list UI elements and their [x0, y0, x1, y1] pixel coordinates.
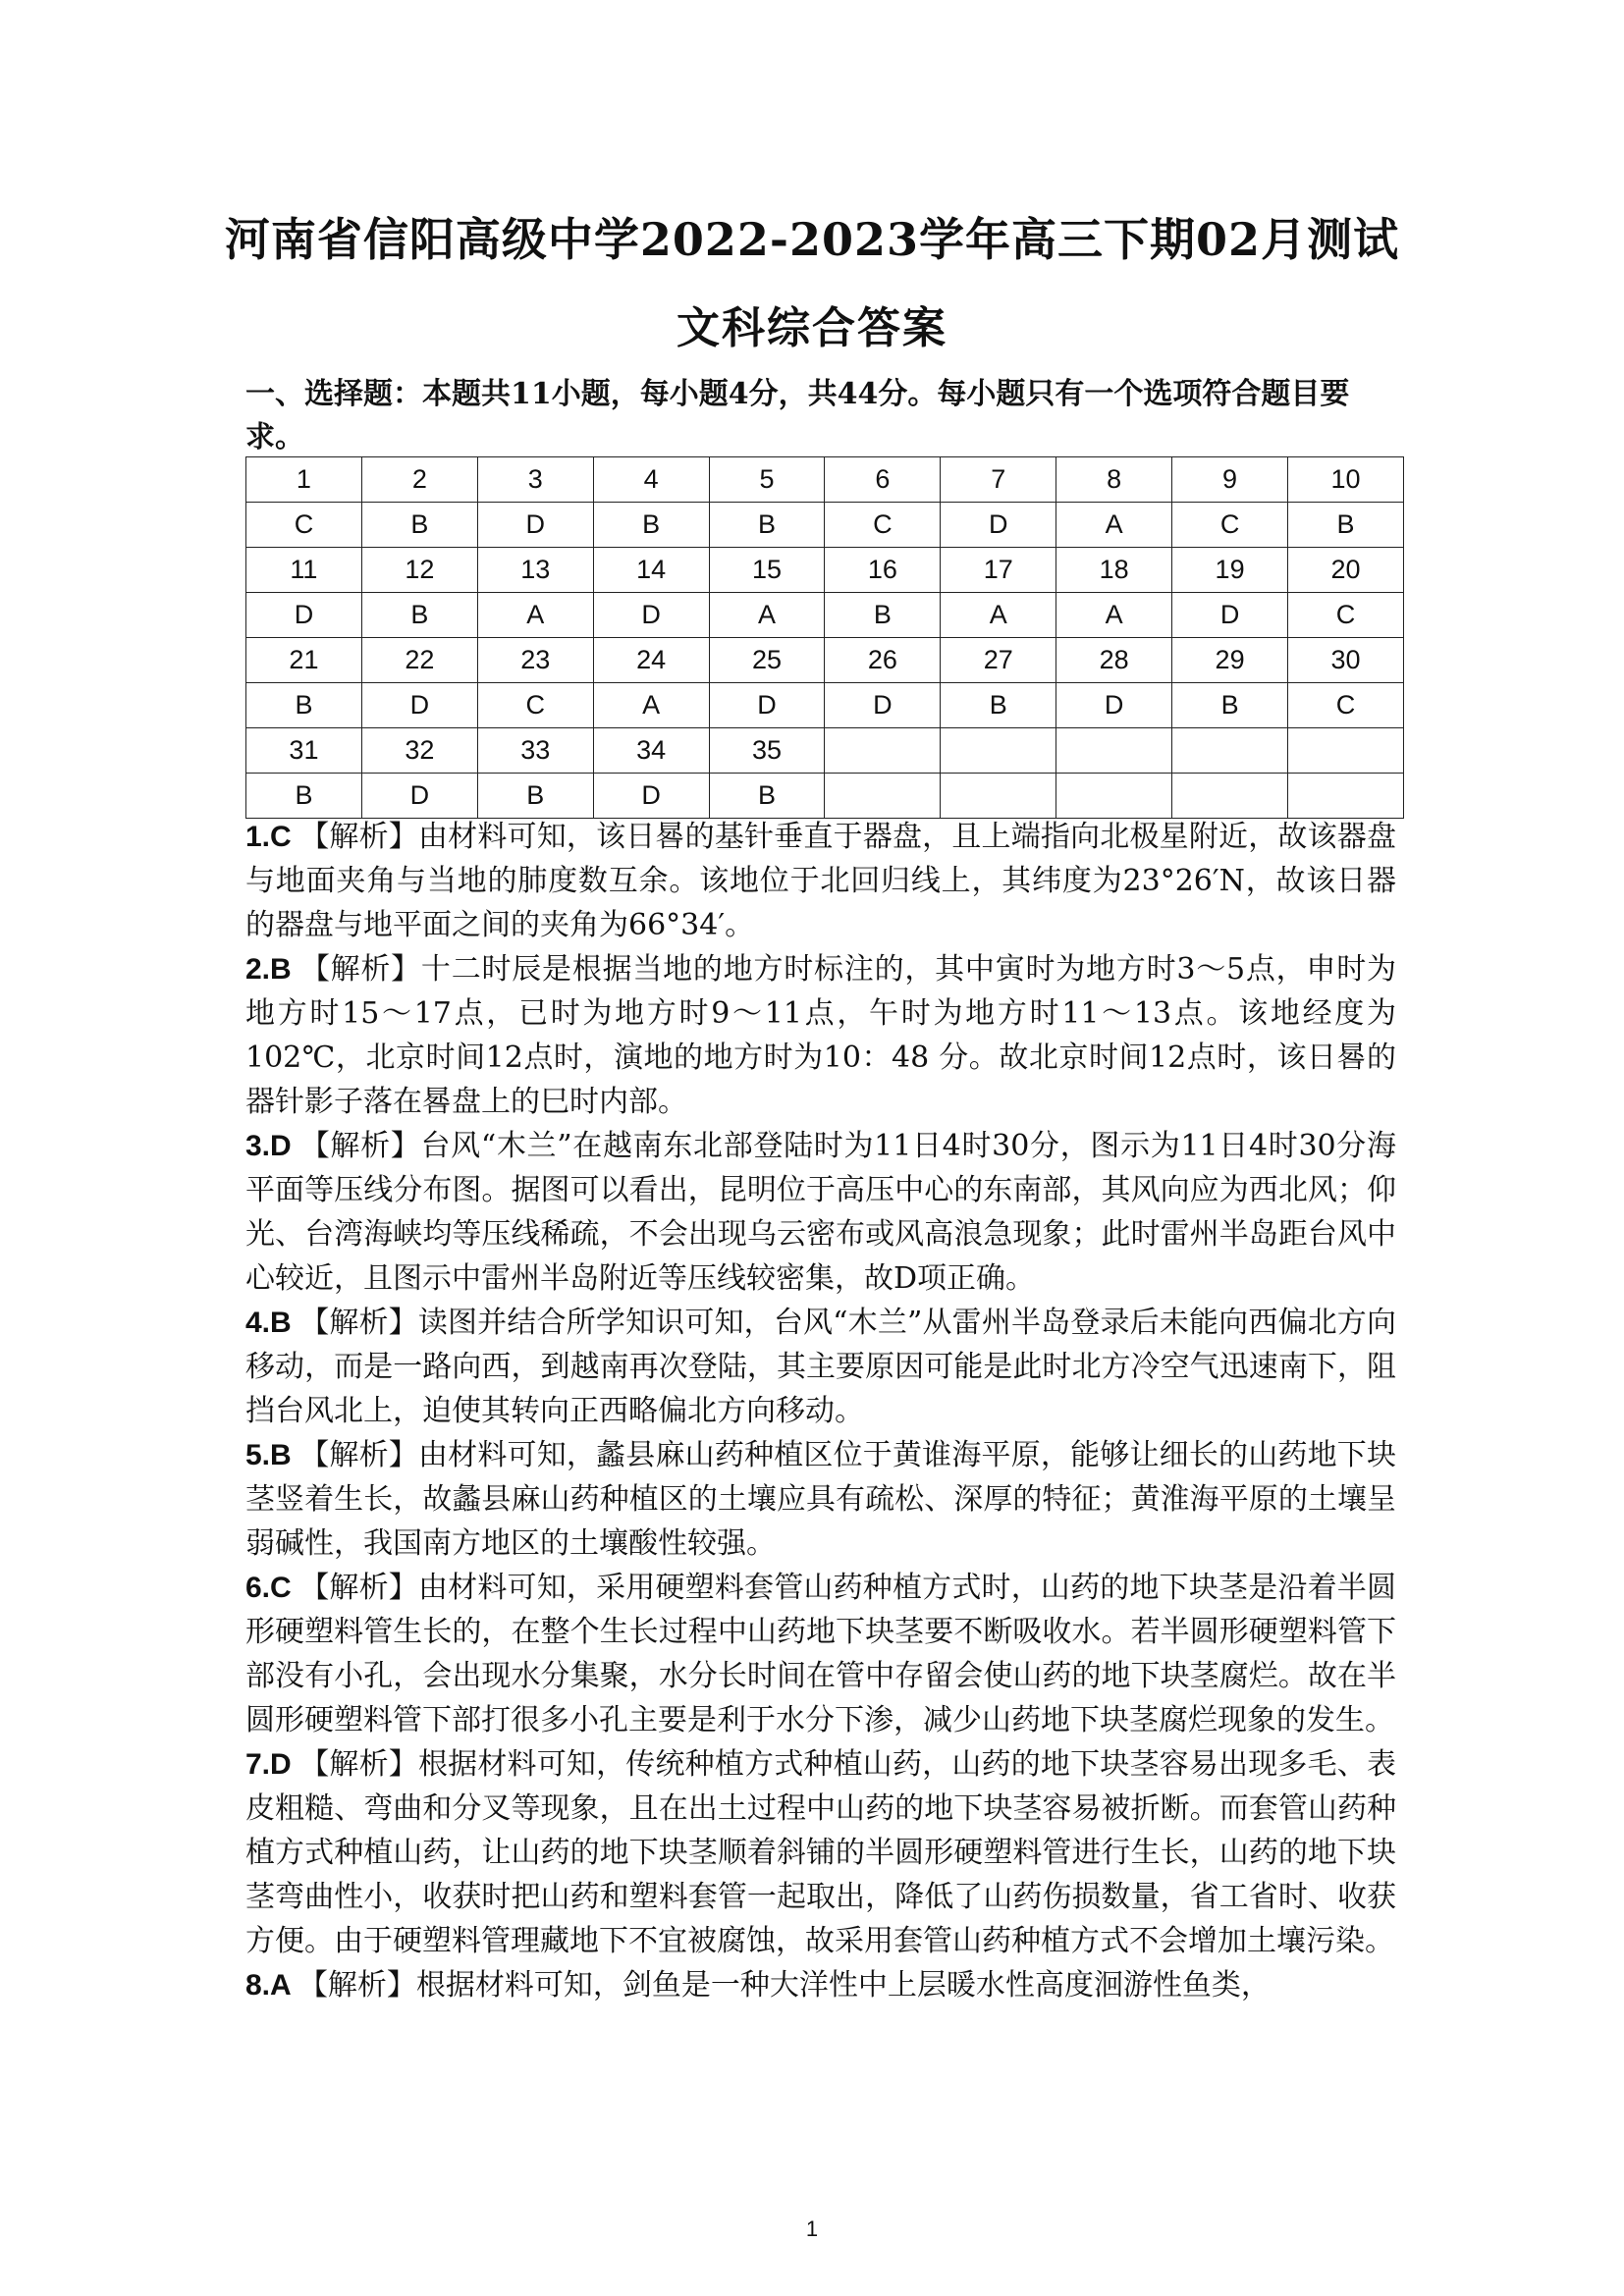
- question-number-cell: 32: [361, 728, 477, 774]
- question-number-cell: 13: [477, 548, 593, 593]
- answer-cell: D: [361, 774, 477, 819]
- question-number-cell: 2: [361, 457, 477, 503]
- analysis-section: [245, 815, 1396, 2007]
- question-number-cell: 34: [593, 728, 709, 774]
- analysis-question-number: 7.D: [245, 1748, 300, 1781]
- question-number-cell: 11: [246, 548, 362, 593]
- question-number-cell: 9: [1172, 457, 1288, 503]
- analysis-question-number: 8.A: [245, 1969, 298, 2002]
- answer-row: [246, 683, 1404, 728]
- analysis-item: [245, 947, 1396, 1124]
- answer-cell: B: [361, 503, 477, 548]
- question-number-cell: 1: [246, 457, 362, 503]
- question-number-cell: 4: [593, 457, 709, 503]
- analysis-text: 【解析】由材料可知，蠡县麻山药种植区位于黄谁海平原，能够让细长的山药地下块茎竖着生长，故蠡县麻山药种植区的土壤应具有疏松、深厚的特征；黄淮海平原的土壤呈弱碱性，我国南方地区的土壤酸性较强。: [245, 1438, 1396, 1561]
- analysis-text: 【解析】根据材料可知，传统种植方式种植山药，山药的地下块茎容易出现多毛、表皮粗糙、弯曲和分叉等现象，且在出土过程中山药的地下块茎容易被折断。而套管山药种植方式种植山药，让山药的地下块茎顺着斜铺的半圆形硬塑料管进行生长，山药的地下块茎弯曲性小，收获时把山药和塑料套管一起取出，降低了山药伤损数量，省工省时、收获方便。由于硬塑料管理藏地下不宜被腐蚀，故采用套管山药种植方式不会增加土壤污染。: [245, 1747, 1396, 1958]
- question-number-cell: 12: [361, 548, 477, 593]
- question-number-cell: 21: [246, 638, 362, 683]
- analysis-question-number: 1.C: [245, 821, 300, 853]
- question-number-row: [246, 638, 1404, 683]
- question-number-cell: 18: [1056, 548, 1172, 593]
- analysis-question-number: 3.D: [245, 1130, 300, 1162]
- section-heading: 一、选择题：本题共11小题，每小题4分，共44分。每小题只有一个选项符合题目要求。: [245, 377, 1350, 454]
- answer-cell: C: [477, 683, 593, 728]
- question-number-cell: [1288, 728, 1404, 774]
- answer-cell: [825, 774, 941, 819]
- question-number-cell: 5: [709, 457, 825, 503]
- answer-cell: C: [1288, 683, 1404, 728]
- answer-cell: B: [477, 774, 593, 819]
- analysis-question-number: 6.C: [245, 1572, 300, 1604]
- question-number-cell: 24: [593, 638, 709, 683]
- question-number-cell: 35: [709, 728, 825, 774]
- question-number-cell: 7: [941, 457, 1056, 503]
- answer-cell: B: [361, 593, 477, 638]
- question-number-cell: 27: [941, 638, 1056, 683]
- question-number-cell: 29: [1172, 638, 1288, 683]
- answer-cell: B: [941, 683, 1056, 728]
- answer-cell: A: [941, 593, 1056, 638]
- analysis-item: [245, 1566, 1396, 1742]
- answer-row: [246, 503, 1404, 548]
- page-title: 河南省信阳高级中学2022-2023学年高三下期02月测试: [224, 213, 1400, 266]
- page-subtitle: 文科综合答案: [677, 303, 947, 353]
- analysis-item: [245, 1124, 1396, 1301]
- answer-cell: [1056, 774, 1172, 819]
- analysis-text: 【解析】十二时辰是根据当地的地方时标注的，其中寅时为地方时3～5点，申时为地方时15～17点，已时为地方时9～11点，午时为地方时11～13点。该地经度为102℃，北京时间12点时，演地的地方时为10：48 分。故北京时间12点时，该日晷的器针影子落在晷盘上的巳时内部。: [245, 952, 1396, 1119]
- analysis-item: [245, 1742, 1396, 1963]
- answer-cell: B: [246, 683, 362, 728]
- analysis-question-number: 5.B: [245, 1439, 300, 1471]
- analysis-item: [245, 815, 1396, 947]
- question-number-cell: 33: [477, 728, 593, 774]
- answer-cell: D: [246, 593, 362, 638]
- answer-cell: C: [1288, 593, 1404, 638]
- page-number: 1: [805, 2216, 819, 2241]
- question-number-cell: [1172, 728, 1288, 774]
- answer-cell: D: [593, 593, 709, 638]
- answer-cell: A: [1056, 593, 1172, 638]
- answer-cell: C: [1172, 503, 1288, 548]
- answer-cell: [941, 774, 1056, 819]
- question-number-cell: 6: [825, 457, 941, 503]
- question-number-cell: 14: [593, 548, 709, 593]
- answer-cell: D: [709, 683, 825, 728]
- question-number-cell: 10: [1288, 457, 1404, 503]
- question-number-cell: 8: [1056, 457, 1172, 503]
- question-number-cell: 28: [1056, 638, 1172, 683]
- answer-cell: D: [361, 683, 477, 728]
- question-number-cell: 25: [709, 638, 825, 683]
- answer-cell: D: [477, 503, 593, 548]
- answer-cell: A: [1056, 503, 1172, 548]
- answer-cell: D: [825, 683, 941, 728]
- question-number-row: [246, 728, 1404, 774]
- analysis-text: 【解析】根据材料可知，剑鱼是一种大洋性中上层暖水性高度洄游性鱼类，: [298, 1968, 1271, 2002]
- answer-cell: B: [246, 774, 362, 819]
- answer-cell: D: [593, 774, 709, 819]
- analysis-item: [245, 1433, 1396, 1566]
- analysis-text: 【解析】由材料可知，该日晷的基针垂直于器盘，且上端指向北极星附近，故该器盘与地面夹角与当地的肺度数互余。该地位于北回归线上，其纬度为23°26′N，故该日器的器盘与地平面之间的夹角为66°34′。: [245, 820, 1396, 942]
- answer-cell: B: [593, 503, 709, 548]
- answer-cell: [1172, 774, 1288, 819]
- question-number-cell: 26: [825, 638, 941, 683]
- analysis-question-number: 4.B: [245, 1307, 300, 1339]
- answer-cell: A: [593, 683, 709, 728]
- question-number-cell: 16: [825, 548, 941, 593]
- answer-cell: C: [825, 503, 941, 548]
- question-number-cell: [825, 728, 941, 774]
- question-number-cell: 31: [246, 728, 362, 774]
- question-number-cell: 17: [941, 548, 1056, 593]
- answer-cell: D: [1056, 683, 1172, 728]
- answer-row: [246, 593, 1404, 638]
- answer-cell: B: [825, 593, 941, 638]
- question-number-row: [246, 457, 1404, 503]
- answer-cell: D: [941, 503, 1056, 548]
- analysis-text: 【解析】台风“木兰”在越南东北部登陆时为11日4时30分，图示为11日4时30分海平面等压线分布图。据图可以看出，昆明位于高压中心的东南部，其风向应为西北风；仰光、台湾海峡均等压线稀疏，不会出现乌云密布或风高浪急现象；此时雷州半岛距台风中心较近，且图示中雷州半岛附近等压线较密集，故D项正确。: [245, 1129, 1396, 1296]
- analysis-text: 【解析】由材料可知，采用硬塑料套管山药种植方式时，山药的地下块茎是沿着半圆形硬塑料管生长的，在整个生长过程中山药地下块茎要不断吸收水。若半圆形硬塑料管下部没有小孔，会出现水分集聚，水分长时间在管中存留会使山药的地下块茎腐烂。故在半圆形硬塑料管下部打很多小孔主要是利于水分下渗，减少山药地下块茎腐烂现象的发生。: [245, 1571, 1396, 1737]
- analysis-item: [245, 1301, 1396, 1433]
- answer-cell: B: [709, 503, 825, 548]
- answer-cell: B: [1288, 503, 1404, 548]
- answer-cell: B: [709, 774, 825, 819]
- question-number-cell: [1056, 728, 1172, 774]
- analysis-text: 【解析】读图并结合所学知识可知，台风“木兰”从雷州半岛登录后未能向西偏北方向移动，而是一路向西，到越南再次登陆，其主要原因可能是此时北方冷空气迅速南下，阻挡台风北上，迫使其转向正西略偏北方向移动。: [245, 1306, 1396, 1428]
- question-number-cell: 23: [477, 638, 593, 683]
- answer-cell: C: [246, 503, 362, 548]
- answer-row: [246, 774, 1404, 819]
- answer-cell: D: [1172, 593, 1288, 638]
- question-number-cell: [941, 728, 1056, 774]
- question-number-row: [246, 548, 1404, 593]
- question-number-cell: 20: [1288, 548, 1404, 593]
- question-number-cell: 30: [1288, 638, 1404, 683]
- answer-cell: [1288, 774, 1404, 819]
- answer-cell: A: [709, 593, 825, 638]
- analysis-question-number: 2.B: [245, 953, 300, 986]
- question-number-cell: 19: [1172, 548, 1288, 593]
- question-number-cell: 22: [361, 638, 477, 683]
- question-number-cell: 3: [477, 457, 593, 503]
- answer-cell: B: [1172, 683, 1288, 728]
- question-number-cell: 15: [709, 548, 825, 593]
- answer-cell: A: [477, 593, 593, 638]
- answer-table: [245, 456, 1404, 819]
- analysis-item: [245, 1963, 1396, 2007]
